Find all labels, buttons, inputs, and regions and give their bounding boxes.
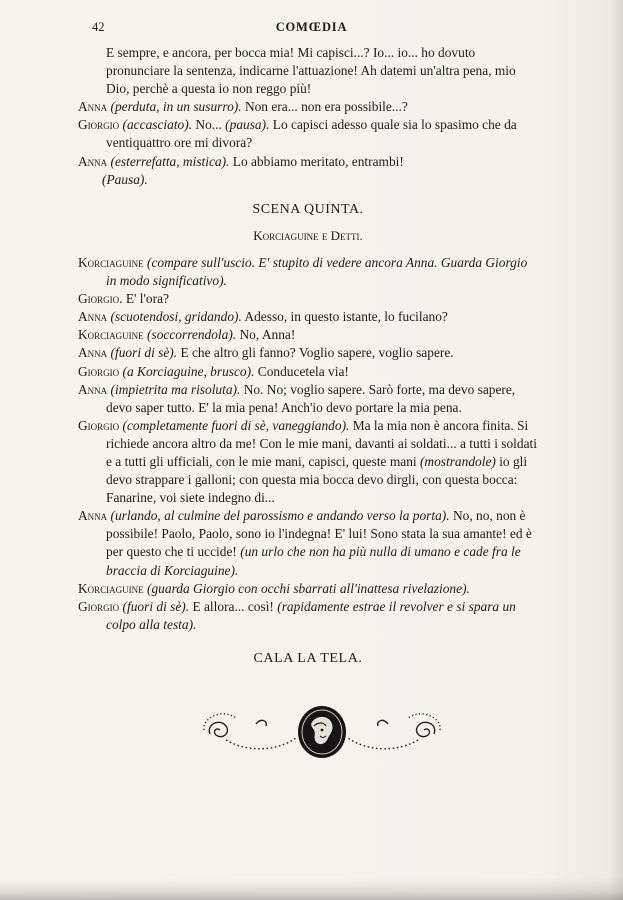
page-number: 42 [92,20,105,34]
stage-direction: (accasciato). [122,117,193,133]
stage-direction: (esterrefatta, mistica). [110,153,230,169]
speech-line: Anna (esterrefatta, mistica). Lo abbiamo meritato, entrambi! [78,153,404,169]
stage-direction: (a Korciaguine, brusco). [122,363,255,379]
scene-title: SCENA QUINTA. [252,201,364,217]
speech-line: Giorgio (completamente fuori di sè, vaneggiando). Ma la mia non è ancora finita. Si richiede ancora altro da me! Con le mie mani, davanti ai soldati... a tutti i soldati e a tutti gli ufficiali, con le mie mani, capisci, queste mani (mostrandole) io gli devo strappare i galloni; con questa mia bocca devo dirgli, con questa bocca: Fanarine, voi siete indegno di... [78,417,537,506]
curtain-line: CALA LA TELA. [253,650,363,666]
page-bottom-edge [0,878,623,900]
speaker: Anna [78,508,108,524]
speech-line: Giorgio (fuori di sè). E allora... così! (rapidamente estrae il revolver e si spara un colpo alla testa). [78,598,516,632]
stage-direction-pause: (Pausa). [102,171,148,187]
speech-line: Giorgio (a Korciaguine, brusco). Conducetela via! [78,363,349,379]
stage-direction: (rapidamente estrae il revolver e si spara un colpo alla testa). [106,598,516,632]
running-head: COMŒDIA [275,20,348,34]
speech-line [78,254,538,290]
speech-line: Giorgio (accasciato). No... (pausa). Lo capisci adesso quale sia lo spasimo che da ventiquattro ore mi divora? [78,117,517,151]
speech-line: Anna (impietrita ma risoluta). No. No; voglio sapere. Sarò forte, ma devo sapere, devo saper tutto. E' la mia pena! Anch'io devo portare la mia pena. [78,381,516,415]
stage-direction: (fuori di sè). [122,598,190,614]
speaker: Giorgio [78,117,120,133]
speaker: Giorgio [78,417,120,433]
speech-line: Anna (scuotendosi, gridando). Adesso, in questo istante, lo fucilano? [78,309,448,325]
stage-direction: (guarda Giorgio con occhi sbarrati all'inattesa rivelazione). [147,580,470,596]
stage-direction: (urlando, al culmine del parossismo e andando verso la porta). [110,508,450,524]
stage-direction: (completamente fuori di sè, vaneggiando). [122,417,350,433]
stage-direction: (compare sull'uscio. E' stupito di vedere ancora Anna. Guarda Giorgio in modo significativo). [106,254,528,289]
speaker: Korciaguine [78,254,144,270]
stage-direction: (soccorrendola). [147,327,237,343]
speaker: Korciaguine [78,580,144,596]
speaker: Giorgio [78,598,120,614]
play-text [78,44,538,668]
stage-direction: (mostrandole) [419,453,496,469]
page-edge-shadow [609,0,623,900]
speaker: Korciaguine [78,327,144,343]
speaker: Anna [78,153,108,169]
speech-line: Giorgio. E' l'ora? [78,291,169,307]
speech-line [78,580,538,598]
stage-direction: (perduta, in un susurro). [110,99,242,115]
speaker: Anna [78,99,108,115]
scene-characters: Korciaguine e Detti. [253,227,363,243]
stage-direction: (un urlo che non ha più nulla di umano e cade fra le braccia di Korciaguine). [106,544,521,578]
speaker: Anna [78,345,108,361]
speaker: Anna [78,381,108,397]
decorative-ornament-icon [196,700,448,766]
speech-line: Anna (perduta, in un susurro). Non era... non era possibile...? [78,99,408,115]
stage-direction: (pausa). [225,117,270,133]
stage-direction: (impietrita ma risoluta). [110,381,241,397]
speaker: Giorgio [78,363,120,379]
speech-continuation: E sempre, e ancora, per bocca mia! Mi capisci...? Io... io... ho dovuto pronunciare la sentenza, indicarne l'attuazione! Ah datemi un'altra pena, mio Dio, perchè a questa io non reggo più! [106,45,516,97]
speech-line: Korciaguine (soccorrendola). No, Anna! [78,327,296,343]
stage-direction: (scuotendosi, gridando). [110,309,242,325]
stage-direction: (fuori di sè). [110,345,178,361]
speaker: Giorgio. [78,291,123,307]
speech-line: Anna (fuori di sè). E che altro gli fanno? Voglio sapere, voglio sapere. [78,345,454,361]
speech-line: Anna (urlando, al culmine del parossismo e andando verso la porta). No, no, non è possibile! Paolo, Paolo, sono io l'indegna! E' lui! Sono stata la sua amante! ed è per questo che ti uccide! (un urlo che non ha più nulla di umano e cade fra le braccia di Korciaguine). [78,508,532,578]
speaker: Anna [78,309,108,325]
